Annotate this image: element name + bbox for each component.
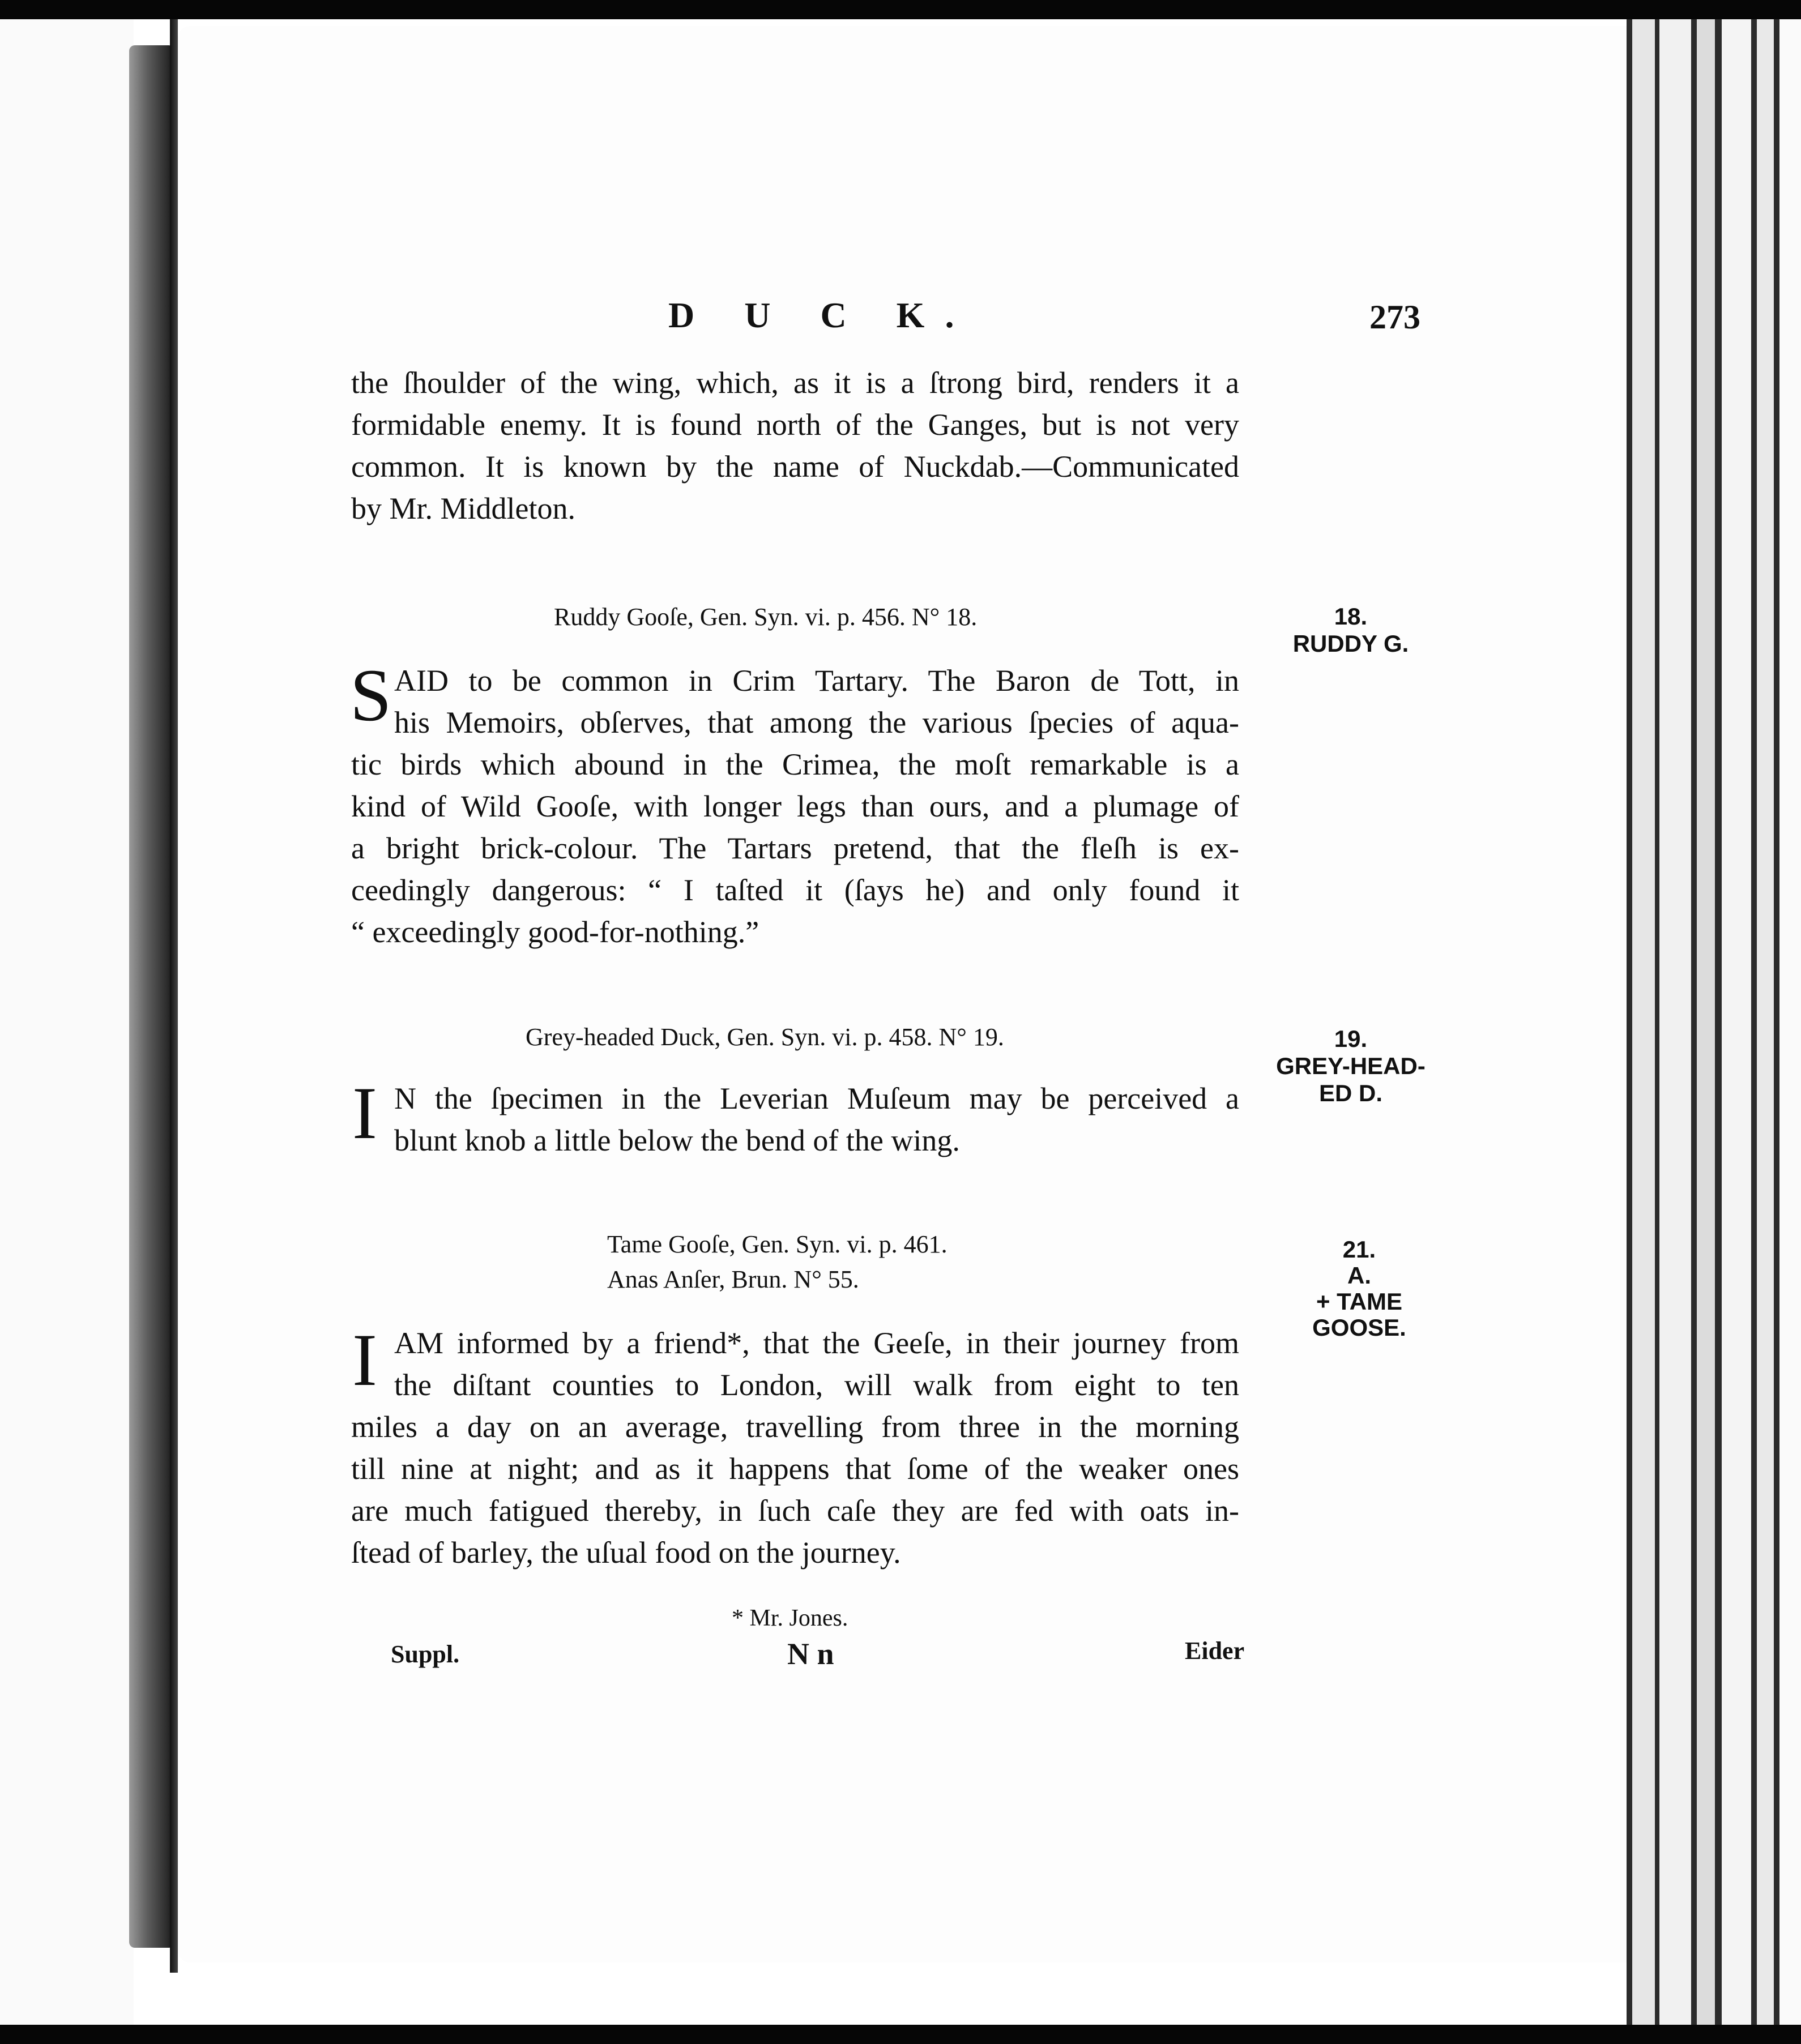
drop-cap: I <box>352 1071 377 1154</box>
page-edge-strip <box>1779 19 1801 2025</box>
text-line: ceedingly dangerous: “ I taſted it (ſays he) and only found it <box>351 873 1239 907</box>
page-edge-strip <box>1722 19 1751 2025</box>
margin-title: RUDDY G. <box>1292 630 1409 657</box>
scan-top-border <box>0 0 1801 19</box>
text-line: by Mr. Middleton. <box>351 491 576 525</box>
drop-cap: I <box>352 1318 377 1401</box>
text-line: AID to be common in Crim Tartary. The Baron de Tott, in <box>394 664 1239 698</box>
text-line: the ſhoulder of the wing, which, as it is a ſtrong bird, renders it a <box>351 366 1239 400</box>
text-line: formidable enemy. It is found north of the Ganges, but is not very <box>351 408 1239 442</box>
entry-heading: Grey-headed Duck, Gen. Syn. vi. p. 458. N° 19. <box>526 1023 1004 1051</box>
text-line: N the ſpecimen in the Leverian Muſeum may be perceived a <box>394 1081 1239 1115</box>
entry-heading: Anas Anſer, Brun. N° 55. <box>607 1265 859 1293</box>
margin-letter: A. <box>1347 1262 1371 1289</box>
gutter-shadow <box>170 19 178 1973</box>
margin-number: 21. <box>1342 1236 1376 1263</box>
entry-heading: Tame Gooſe, Gen. Syn. vi. p. 461. <box>607 1230 948 1258</box>
margin-title: + TAME <box>1316 1288 1403 1315</box>
text-line: miles a day on an average, travelling from three in the morning <box>351 1410 1239 1444</box>
catchword: Eider <box>1185 1637 1245 1665</box>
page-edge-strip <box>1659 19 1691 2025</box>
text-line: common. It is known by the name of Nuckdab.—Communicated <box>351 450 1239 484</box>
text-line: are much fatigued thereby, in ſuch caſe they are fed with oats in- <box>351 1494 1239 1528</box>
signature-mark: Suppl. <box>391 1640 460 1668</box>
running-head: D U C K. <box>668 295 975 335</box>
text-line: tic birds which abound in the Crimea, the moſt remarkable is a <box>351 747 1239 781</box>
text-line: his Memoirs, obſerves, that among the various ſpecies of aqua- <box>394 705 1239 739</box>
book-gutter <box>129 45 174 1948</box>
page-edge-strip <box>1632 19 1655 2025</box>
footnote: * Mr. Jones. <box>732 1605 848 1631</box>
margin-title: GREY-HEAD- <box>1276 1053 1426 1079</box>
text-line: ſtead of barley, the uſual food on the journey. <box>351 1536 901 1570</box>
text-line: a bright brick-colour. The Tartars pretend, that the fleſh is ex- <box>351 831 1239 865</box>
page-edge-strip <box>1757 19 1774 2025</box>
margin-title: ED D. <box>1318 1080 1382 1106</box>
text-line: kind of Wild Gooſe, with longer legs than ours, and a plumage of <box>351 789 1239 823</box>
text-line: AM informed by a friend*, that the Geeſe, in their journey from <box>394 1326 1239 1360</box>
page-number: 273 <box>1369 298 1420 336</box>
text-line: till nine at night; and as it happens that ſome of the weaker ones <box>351 1452 1239 1486</box>
scan-bottom-border <box>0 2025 1801 2044</box>
facing-page-edge <box>0 19 134 2025</box>
gathering-signature: N n <box>787 1637 834 1671</box>
drop-cap: S <box>350 653 392 737</box>
margin-title: GOOSE. <box>1312 1314 1406 1341</box>
entry-heading: Ruddy Gooſe, Gen. Syn. vi. p. 456. N° 18. <box>554 603 978 631</box>
text-line: blunt knob a little below the bend of the wing. <box>394 1123 960 1157</box>
text-line: “ exceedingly good-for-nothing.” <box>351 915 759 949</box>
margin-number: 19. <box>1334 1025 1368 1052</box>
page-edge-strip <box>1697 19 1715 2025</box>
text-line: the diſtant counties to London, will walk from eight to ten <box>394 1368 1239 1402</box>
margin-number: 18. <box>1334 603 1368 630</box>
